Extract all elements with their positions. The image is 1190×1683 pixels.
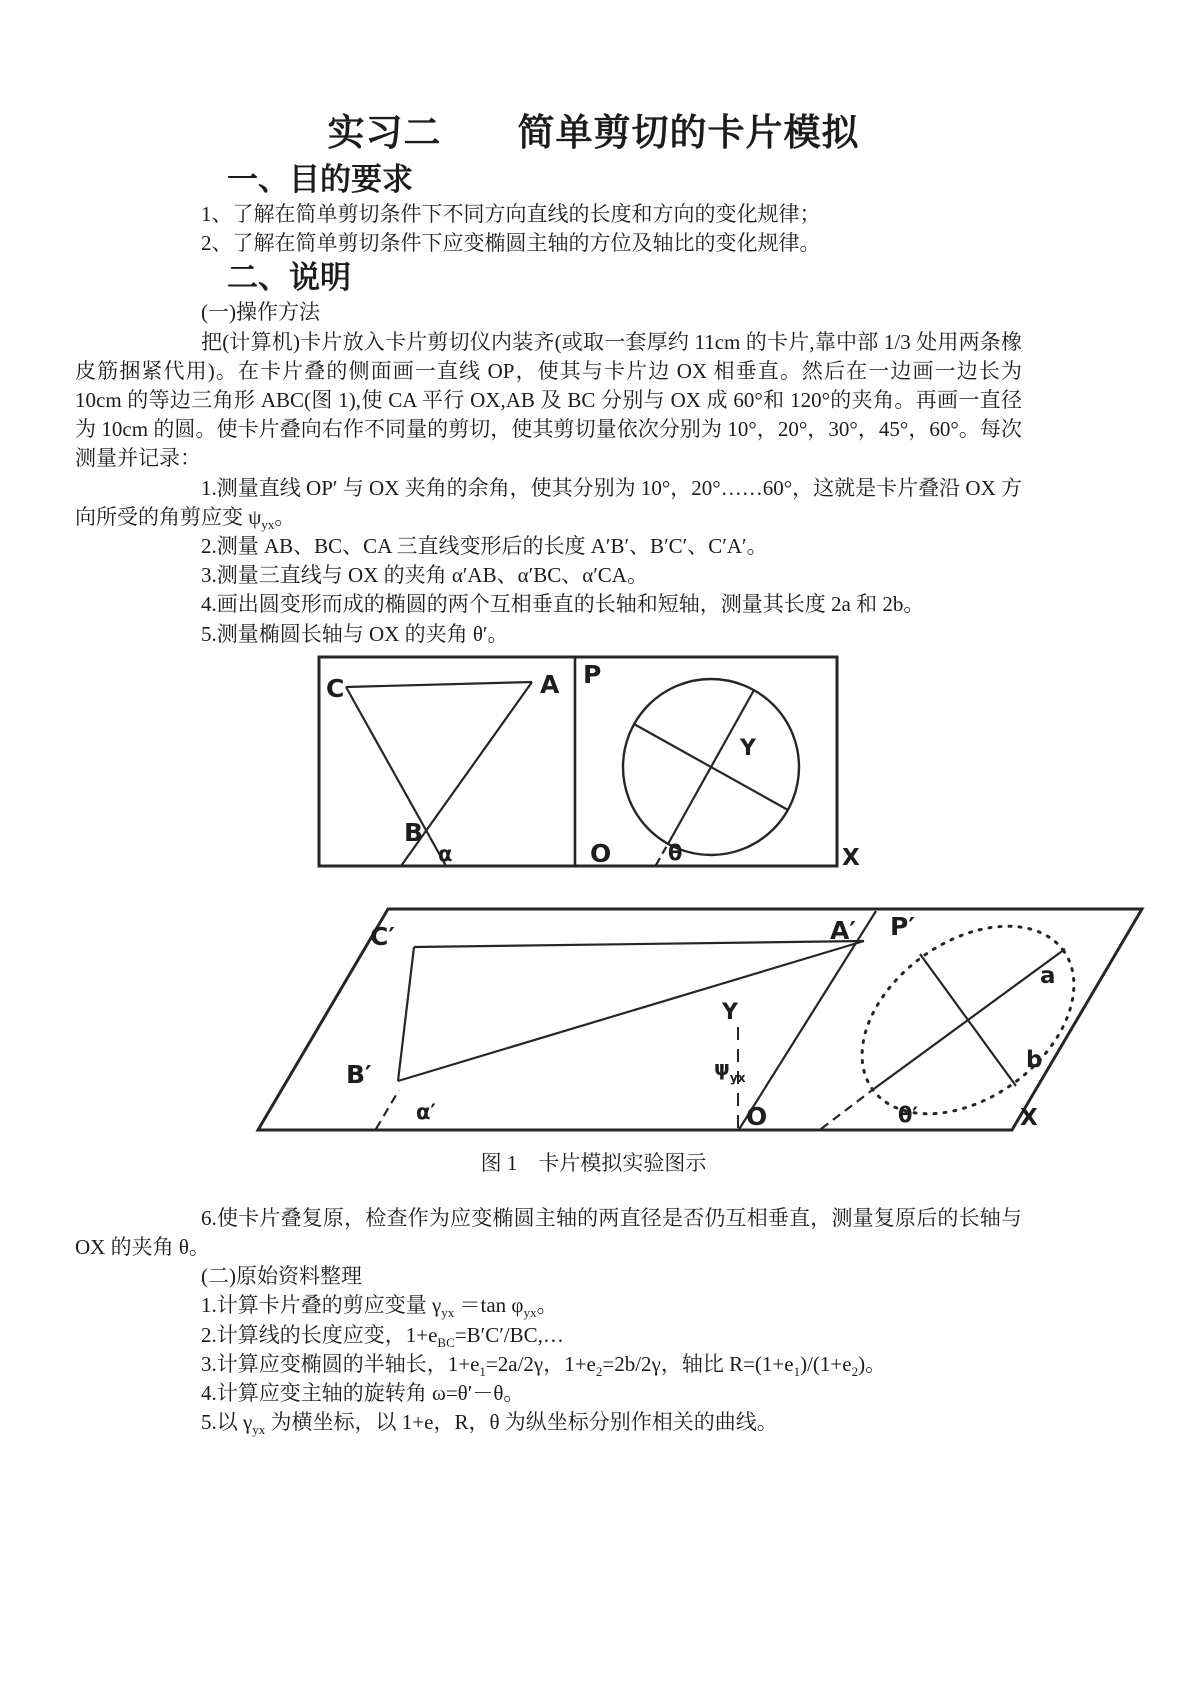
label-p: P <box>583 659 602 689</box>
data-subheading: (二)原始资料整理 <box>201 1264 362 1289</box>
objective-item-2: 2、了解在简单剪切条件下应变椭圆主轴的方位及轴比的变化规律。 <box>201 231 821 256</box>
triangle-side-ab-prime <box>398 941 864 1081</box>
label-alpha-prime: α′ <box>416 1099 436 1124</box>
triangle-side-ca-prime <box>414 941 864 947</box>
strain-ellipse-dotted <box>827 887 1110 1136</box>
calc-2-paragraph: 2.计算线的长度应变，$1+e_{BC}=B'C'/BC,\dots$ <box>201 1322 564 1350</box>
triangle-side-cb-prime <box>398 947 414 1081</box>
triangle-side-ca <box>346 682 532 687</box>
calc-1-paragraph: 1.计算卡片叠的剪应变量 $\gamma_{yx} =\tan$ $\varphi_{yx}$。 <box>201 1293 558 1321</box>
label-c-prime: C′ <box>370 921 395 951</box>
major-axis-dashed-extension <box>821 1091 871 1129</box>
calc-5-paragraph: 5.以 $\gamma_{yx}$ 为横坐标，以 1+e，R，θ 为纵坐标分别作相关的曲线。 <box>201 1410 778 1438</box>
label-a-prime: A′ <box>830 915 856 945</box>
figure-sheared-card <box>246 885 1146 1137</box>
calc-4-paragraph: 4.计算应变主轴的旋转角 ω=θ′－θ。 <box>201 1381 525 1406</box>
step-3-paragraph: 3.测量三直线与 OX 的夹角 α′AB、α′BC、α′CA。 <box>201 563 648 588</box>
triangle-side-cb <box>346 687 446 866</box>
figure-caption: 图 1 卡片模拟实验图示 <box>480 1150 707 1175</box>
label-p-prime: P′ <box>890 911 915 941</box>
label-x: X <box>842 844 860 871</box>
figure-undeformed-card <box>316 649 864 873</box>
label-psi-yx: $\psi_{yx}$ <box>714 1055 746 1085</box>
label-o: O <box>746 1101 768 1131</box>
step-4-paragraph: 4.画出圆变形而成的椭圆的两个互相垂直的长轴和短轴，测量其长度 2a 和 2b。 <box>201 592 925 617</box>
step-5-paragraph: 5.测量椭圆长轴与 OX 的夹角 θ′。 <box>201 621 509 646</box>
label-b-prime: B′ <box>346 1059 372 1089</box>
step-6-paragraph: 6.使卡片叠复原，检查作为应变椭圆主轴的两直径是否仍互相垂直，测量复原后的长轴与 OX 的夹角 θ。 <box>75 1205 1022 1260</box>
page-title: 实习二 简单剪切的卡片模拟 <box>327 113 860 154</box>
operation-paragraph: 把(计算机)卡片放入卡片剪切仪内装齐(或取一套厚约 11cm 的卡片,靠中部 1/3 处用两条橡皮筋捆紧代用)。在卡片叠的侧面画一直线 OP，使其与卡片边 OX 相垂直。然后在一边画一边长为 10cm 的等边三角形 ABC(图 1),使 CA 平行 OX,AB 及 BC 分别与 OX 成 60°和 120°的夹角。再画一直径为 10cm 的圆。使卡片叠向右作不同量的剪切，使其剪切量依次分别为 10°，20°，30°，45°，60°。每次测量并记录： <box>75 329 1022 471</box>
label-theta: θ <box>668 840 683 865</box>
label-y: Y <box>722 999 738 1025</box>
method-subheading: (一)操作方法 <box>201 300 320 325</box>
step-2-paragraph: 2.测量 AB、BC、CA 三直线变形后的长度 A′B′、B′C′、C′A′。 <box>201 534 768 559</box>
alpha-prime-dashed-tick <box>376 1090 399 1129</box>
objective-item-1: 1、了解在简单剪切条件下不同方向直线的长度和方向的变化规律； <box>201 202 821 226</box>
label-axis-b: b <box>1026 1046 1043 1073</box>
label-alpha: α <box>438 841 453 866</box>
label-theta-prime: θ′ <box>898 1102 918 1127</box>
label-b: B <box>404 817 424 847</box>
step-1-paragraph: 1.测量直线 OP′ 与 OX 夹角的余角，使其分别为 10°，20°……60°，这就是卡片叠沿 OX 方向所受的角剪应变 $\psi_{yx}$。 <box>75 475 1022 533</box>
label-a: A <box>540 669 560 699</box>
section-heading-objectives: 一、目的要求 <box>227 162 413 197</box>
section-heading-explanation: 二、说明 <box>227 260 351 296</box>
calc-3-paragraph: 3.计算应变椭圆的半轴长，$1+e_1=2a/2\gamma$，$1+e_2=2b/2\gamma$，轴比 $R=(1+e_1)/(1+e_2)$。 <box>201 1351 887 1380</box>
card-outline <box>319 657 837 866</box>
circle-diameter-2 <box>634 724 788 810</box>
ellipse-minor-axis <box>920 954 1016 1086</box>
label-y: Y <box>740 735 756 761</box>
label-axis-a: a <box>1040 962 1056 989</box>
label-o: O <box>590 838 612 868</box>
label-x: X <box>1020 1104 1038 1131</box>
label-c: C <box>326 673 345 703</box>
